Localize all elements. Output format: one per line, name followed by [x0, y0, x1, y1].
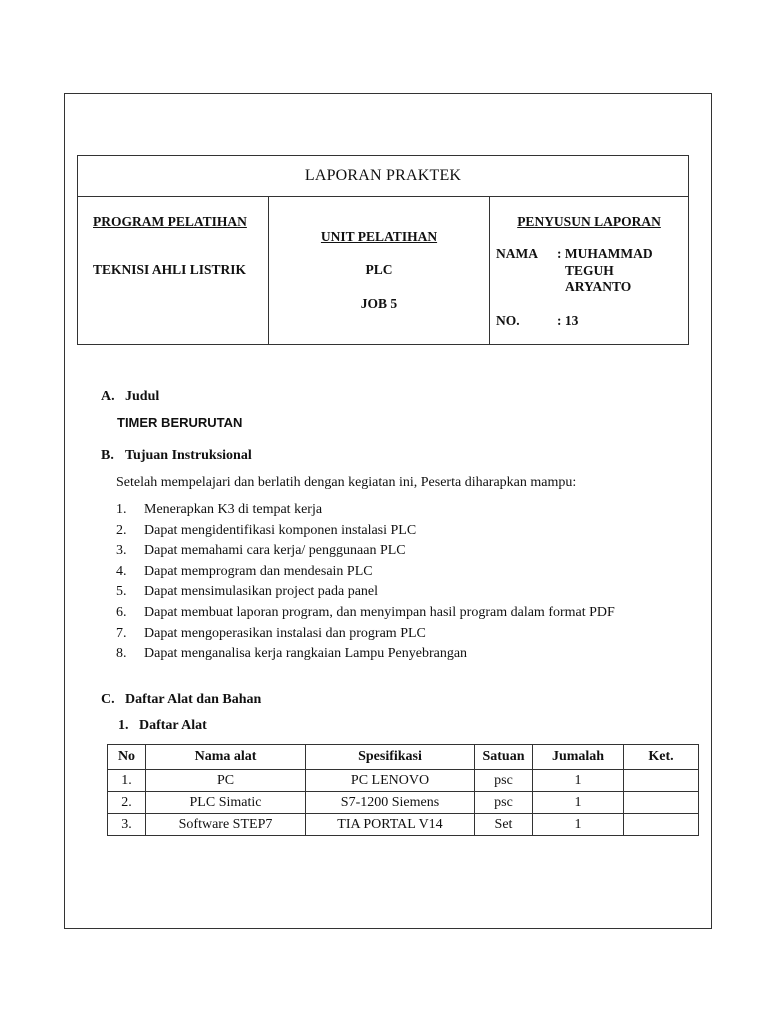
nama-value: [557, 246, 653, 296]
list-text: Menerapkan K3 di tempat kerja: [144, 502, 323, 517]
column-header: Jumalah: [533, 745, 624, 770]
table-cell: psc: [475, 770, 533, 792]
section-title: Daftar Alat dan Bahan: [125, 692, 262, 707]
list-item: [116, 603, 615, 624]
table-cell: 1: [533, 814, 624, 836]
section-title: Judul: [125, 389, 160, 404]
report-header-table: [77, 155, 689, 345]
list-text: Dapat membuat laporan program, dan menyimpan hasil program dalam format PDF: [144, 604, 615, 620]
table-header-row: [108, 745, 699, 770]
table-cell: S7-1200 Siemens: [306, 792, 475, 814]
program-cell: [78, 197, 269, 345]
unit-cell: [269, 197, 490, 345]
table-cell: psc: [475, 792, 533, 814]
list-number: 1.: [116, 502, 127, 517]
list-item: [116, 562, 615, 583]
list-text: Dapat memprogram dan mendesain PLC: [144, 563, 373, 579]
subsection-title: Daftar Alat: [139, 718, 207, 733]
penyusun-cell: [490, 197, 689, 345]
nama-value-line: : MUHAMMAD: [557, 246, 653, 261]
list-item: [116, 644, 615, 665]
no-label: NO.: [496, 313, 520, 328]
list-number: 5.: [116, 584, 127, 600]
table-cell: PC LENOVO: [306, 770, 475, 792]
section-letter: B.: [101, 448, 114, 463]
penyusun-label: PENYUSUN LAPORAN: [517, 214, 661, 229]
table-row: [108, 770, 699, 792]
report-title: LAPORAN PRAKTEK: [78, 156, 689, 197]
table-cell: 1: [533, 770, 624, 792]
objective-list: [116, 500, 615, 665]
section-letter: C.: [101, 692, 115, 707]
table-cell: 3.: [108, 814, 146, 836]
section-c-heading: [101, 692, 261, 708]
unit-job: JOB 5: [360, 296, 398, 311]
list-text: Dapat mengidentifikasi komponen instalasi PLC: [144, 522, 417, 538]
section-letter: A.: [101, 389, 115, 404]
list-item: [116, 582, 615, 603]
nama-value-line: TEGUH: [565, 262, 614, 278]
subsection-number: 1.: [118, 718, 129, 733]
column-header: No: [108, 745, 146, 770]
table-cell: 1.: [108, 770, 146, 792]
table-cell: [624, 814, 699, 836]
table-cell: Software STEP7: [146, 814, 306, 836]
no-value: : 13: [557, 313, 579, 328]
daftar-alat-heading: [118, 718, 207, 734]
section-b-heading: [101, 448, 252, 464]
list-item: [116, 500, 615, 521]
unit-label: UNIT PELATIHAN: [320, 229, 438, 244]
list-text: Dapat menganalisa kerja rangkaian Lampu Penyebrangan: [144, 646, 468, 662]
list-number: 4.: [116, 563, 127, 579]
table-cell: [624, 770, 699, 792]
nama-label: NAMA: [496, 246, 538, 261]
table-row: [108, 814, 699, 836]
list-text: Dapat mengoperasikan instalasi dan program PLC: [144, 625, 426, 641]
table-cell: TIA PORTAL V14: [306, 814, 475, 836]
table-cell: Set: [475, 814, 533, 836]
list-number: 3.: [116, 543, 127, 559]
table-cell: [624, 792, 699, 814]
list-number: 8.: [116, 646, 127, 662]
column-header: Nama alat: [146, 745, 306, 770]
judul-content: TIMER BERURUTAN: [117, 415, 243, 430]
list-item: [116, 521, 615, 542]
column-header: Satuan: [475, 745, 533, 770]
section-title: Tujuan Instruksional: [125, 448, 252, 463]
table-cell: PLC Simatic: [146, 792, 306, 814]
section-a-heading: [101, 389, 159, 405]
column-header: Ket.: [624, 745, 699, 770]
list-text: Dapat memahami cara kerja/ penggunaan PLC: [144, 543, 406, 559]
list-number: 6.: [116, 604, 127, 620]
program-value: TEKNISI AHLI LISTRIK: [93, 262, 247, 277]
tools-table: [107, 744, 699, 836]
table-cell: 1: [533, 792, 624, 814]
table-cell: 2.: [108, 792, 146, 814]
list-item: [116, 541, 615, 562]
table-cell: PC: [146, 770, 306, 792]
nama-value-line: ARYANTO: [565, 279, 632, 294]
table-row: [108, 792, 699, 814]
list-number: 2.: [116, 522, 127, 538]
list-text: Dapat mensimulasikan project pada panel: [144, 584, 379, 600]
list-number: 7.: [116, 625, 127, 641]
unit-value: PLC: [365, 262, 393, 277]
column-header: Spesifikasi: [306, 745, 475, 770]
list-item: [116, 624, 615, 645]
tujuan-intro: Setelah mempelajari dan berlatih dengan kegiatan ini, Peserta diharapkan mampu:: [116, 475, 577, 490]
program-label: PROGRAM PELATIHAN: [93, 214, 247, 229]
